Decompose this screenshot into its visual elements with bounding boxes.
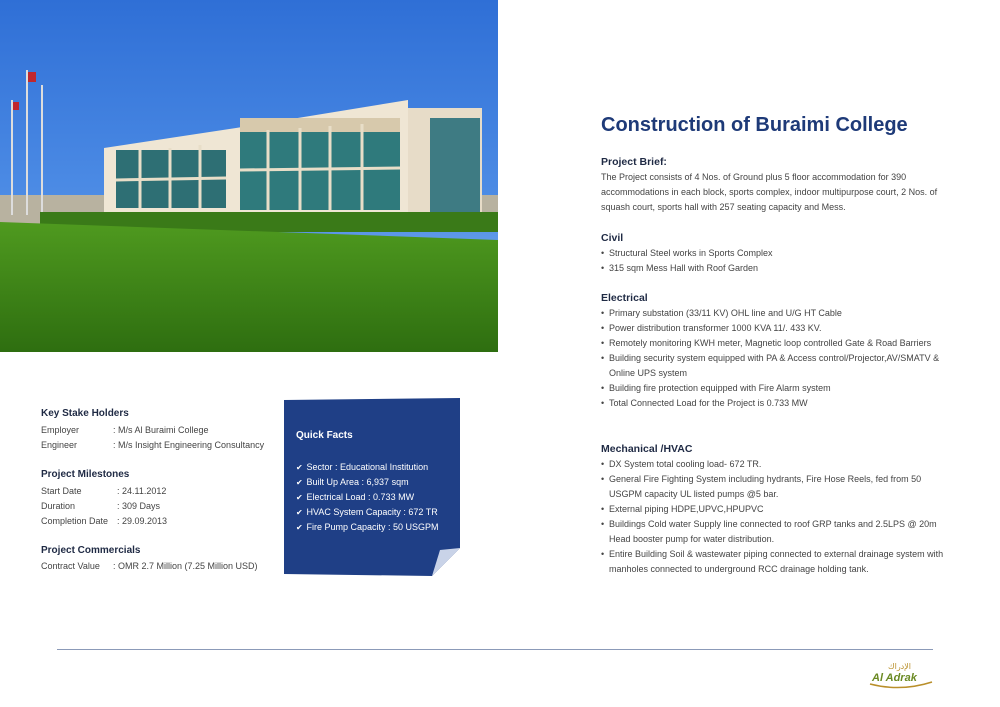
engineer-label: Engineer xyxy=(41,440,78,450)
list-item: • General Fire Fighting System including hydrants, Fire Hose Reels, fed from 50 USGPM capacity UL listed pumps @5 bar. xyxy=(601,472,951,502)
employer-value: : M/s Al Buraimi College xyxy=(113,425,209,435)
completion-date-value: : 29.09.2013 xyxy=(117,516,168,526)
list-item: • Building fire protection equipped with Fire Alarm system xyxy=(601,381,951,396)
check-icon: ✔ xyxy=(296,508,303,517)
building-photo xyxy=(0,0,498,352)
list-item: • Building security system equipped with PA & Access control/Projector,AV/SMATV & Online UPS system xyxy=(601,351,951,381)
footer-divider xyxy=(57,649,933,650)
milestones-heading: Project Milestones xyxy=(41,469,130,480)
list-item: ✔ Sector : Educational Institution xyxy=(296,460,439,475)
commercials-heading: Project Commercials xyxy=(41,545,141,556)
project-brief-heading: Project Brief: xyxy=(601,156,667,168)
contract-value-label: Contract Value xyxy=(41,561,100,571)
electrical-list xyxy=(601,306,951,411)
contract-value-value: : OMR 2.7 Million (7.25 Million USD) xyxy=(113,561,258,571)
contract-value-row xyxy=(41,561,258,571)
employer-label: Employer xyxy=(41,425,80,435)
duration-value: : 309 Days xyxy=(117,501,161,511)
civil-list xyxy=(601,246,951,276)
mechanical-list xyxy=(601,457,951,577)
list-item: • Total Connected Load for the Project is 0.733 MW xyxy=(601,396,951,411)
page-title: Construction of Buraimi College xyxy=(601,114,908,136)
completion-date-row xyxy=(41,516,167,526)
list-item: • Structural Steel works in Sports Complex xyxy=(601,246,951,261)
completion-date-label: Completion Date xyxy=(41,516,109,526)
list-item: ✔ Fire Pump Capacity : 50 USGPM xyxy=(296,520,439,535)
electrical-heading: Electrical xyxy=(601,292,648,304)
al-adrak-logo xyxy=(866,660,936,690)
list-item: • Remotely monitoring KWH meter, Magnetic loop controlled Gate & Road Barriers xyxy=(601,336,951,351)
start-date-label: Start Date xyxy=(41,486,82,496)
start-date-value: : 24.11.2012 xyxy=(117,486,167,496)
list-item: • 315 sqm Mess Hall with Roof Garden xyxy=(601,261,951,276)
list-item: ✔ Electrical Load : 0.733 MW xyxy=(296,490,439,505)
civil-heading: Civil xyxy=(601,232,624,244)
check-icon: ✔ xyxy=(296,478,303,487)
list-item: ✔ HVAC System Capacity : 672 TR xyxy=(296,505,439,520)
check-icon: ✔ xyxy=(296,493,303,502)
svg-text:Al Adrak: Al Adrak xyxy=(872,672,917,684)
list-item: • Buildings Cold water Supply line connected to roof GRP tanks and 2.5LPS @ 20m Head booster pump for water distribution. xyxy=(601,517,951,547)
check-icon: ✔ xyxy=(296,463,303,472)
start-date-row xyxy=(41,486,166,496)
engineer-row xyxy=(41,440,264,450)
project-brief-text: The Project consists of 4 Nos. of Ground plus 5 floor accommodation for 390 accommodations in each block, sports complex, indoor multipurpose court, 2 Nos. of squash court, sports hall with 257 seating capacity and Mess. xyxy=(601,172,938,212)
list-item: • Entire Building Soil & wastewater piping connected to external drainage system with manholes connected to underground RCC drainage holding tank. xyxy=(601,547,951,577)
check-icon: ✔ xyxy=(296,523,303,532)
svg-text:الإدراك: الإدراك xyxy=(888,662,912,671)
duration-row xyxy=(41,501,160,511)
engineer-value: : M/s Insight Engineering Consultancy xyxy=(113,440,265,450)
quick-facts-heading: Quick Facts xyxy=(296,430,353,441)
stakeholders-heading: Key Stake Holders xyxy=(41,408,129,419)
list-item: • Primary substation (33/11 KV) OHL line and U/G HT Cable xyxy=(601,306,951,321)
duration-label: Duration xyxy=(41,501,76,511)
quick-facts-list xyxy=(296,460,439,535)
employer-row xyxy=(41,425,209,435)
list-item: • DX System total cooling load- 672 TR. xyxy=(601,457,951,472)
list-item: • External piping HDPE,UPVC,HPUPVC xyxy=(601,502,951,517)
mechanical-heading: Mechanical /HVAC xyxy=(601,443,693,455)
list-item: • Power distribution transformer 1000 KVA 11/. 433 KV. xyxy=(601,321,951,336)
list-item: ✔ Built Up Area : 6,937 sqm xyxy=(296,475,439,490)
